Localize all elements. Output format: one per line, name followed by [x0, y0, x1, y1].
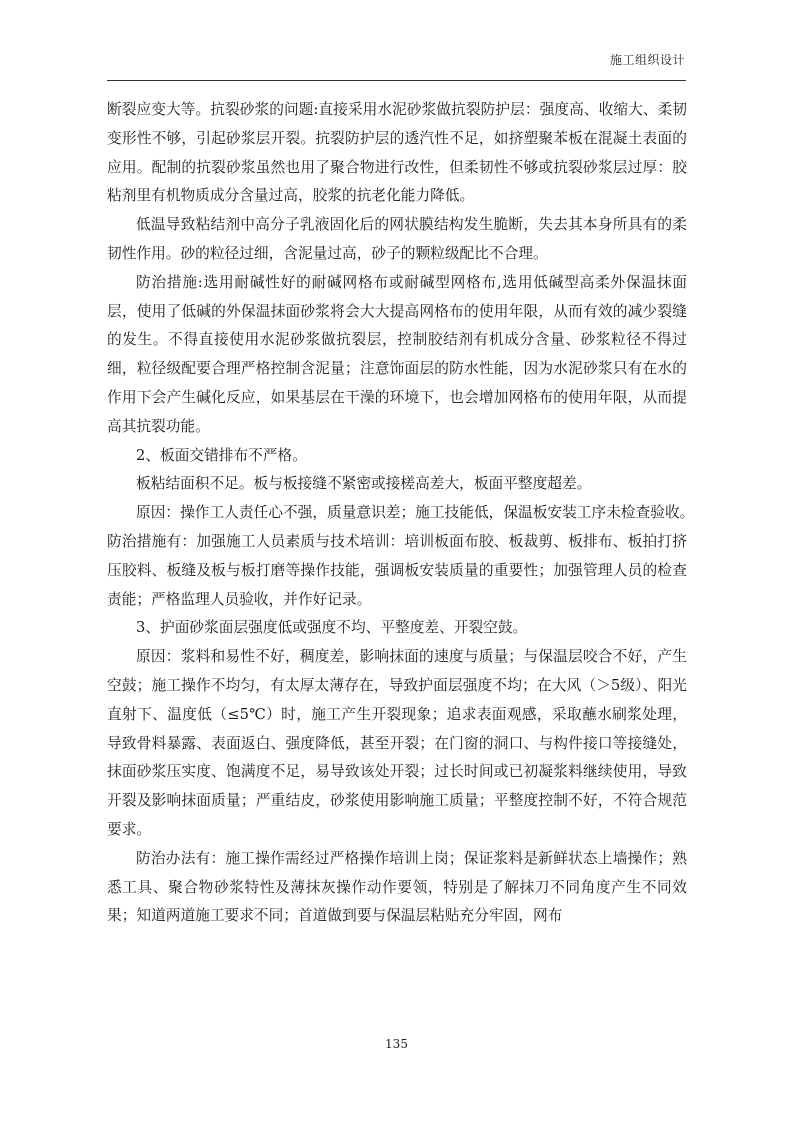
body-text — [107, 96, 702, 931]
section-heading: 2、板面交错排布不严格。 — [136, 446, 307, 464]
paragraph: 防治措施:选用耐碱性好的耐碱网格布或耐碱型网格布,选用低碱型高柔外保温抹面层，使用了低碱的外保温抹面砂浆将会大大提高网格布的使用年限，从而有效的减少裂缝的发生。不得直接使用水泥砂浆做抗裂层，控制胶结剂有机成分含量、砂浆粒径不得过细，粒径级配要合理严格控制含泥量；注意饰面层的防水性能，因为水泥砂浆只有在水的作用下会产生碱化反应，如果基层在干澡的环境下，也会增加网格布的使用年限，从而提高其抗裂功能。 — [107, 273, 687, 435]
section-heading: 3、护面砂浆面层强度低或强度不均、平整度差、开裂空鼓。 — [136, 619, 528, 637]
paragraph: 断裂应变大等。抗裂砂浆的问题:直接采用水泥砂浆做抗裂防护层：强度高、收缩大、柔韧变形性不够，引起砂浆层开裂。抗裂防护层的透汽性不足，如挤塑聚苯板在混凝土表面的应用。配制的抗裂砂浆虽然也用了聚合物进行改性，但柔韧性不够或抗裂砂浆层过厚：胶粘剂里有机物质成分含量过高，胶浆的抗老化能力降低。 — [107, 101, 687, 205]
page-number: 135 — [385, 1037, 408, 1051]
paragraph: 防治办法有：施工操作需经过严格操作培训上岗；保证浆料是新鲜状态上墙操作；熟悉工具、聚合物砂浆特性及薄抹灰操作动作要领，特别是了解抹刀不同角度产生不同效果；知道两道施工要求不同；首道做到要与保温层粘贴充分牢固，网布 — [107, 849, 687, 925]
paragraph: 低温导致粘结剂中高分子乳液固化后的网状膜结构发生脆断，失去其本身所具有的柔韧性作用。砂的粒径过细，含泥量过高，砂子的颗粒级配比不合理。 — [107, 216, 687, 262]
paragraph: 板粘结面积不足。板与板接缝不紧密或接槎高差大，板面平整度超差。 — [136, 475, 592, 493]
paragraph: 原因：操作工人责任心不强，质量意识差；施工技能低，保温板安装工序未检查验收。 防治措施有：加强施工人员素质与技术培训：培训板面布胶、板裁剪、板排布、板拍打挤压胶料、板缝及板与板打磨等操作技能，强调板安装质量的重要性；加强管理人员的检查责能；严格监理人员验收，并作好记录。 — [107, 504, 702, 608]
paragraph: 原因：浆料和易性不好，稠度差，影响抹面的速度与质量；与保温层咬合不好，产生空鼓；施工操作不均匀，有太厚太薄存在，导致护面层强度不均；在大风（＞5级）、阳光直射下、温度低（≤5℃）时，施工产生开裂现象；追求表面观感，采取蘸水刷浆处理，导致骨料暴露、表面返白、强度降低，甚至开裂；在门窗的洞口、与构件接口等接缝处，抹面砂浆压实度、饱满度不足，易导致该处开裂；过长时间或已初凝浆料继续使用，导致开裂及影响抹面质量；严重结皮，砂浆使用影响施工质量；平整度控制不好，不符合规范要求。 — [107, 648, 687, 838]
running-header-title: 施工组织设计 — [609, 53, 685, 67]
header-divider — [107, 80, 686, 81]
